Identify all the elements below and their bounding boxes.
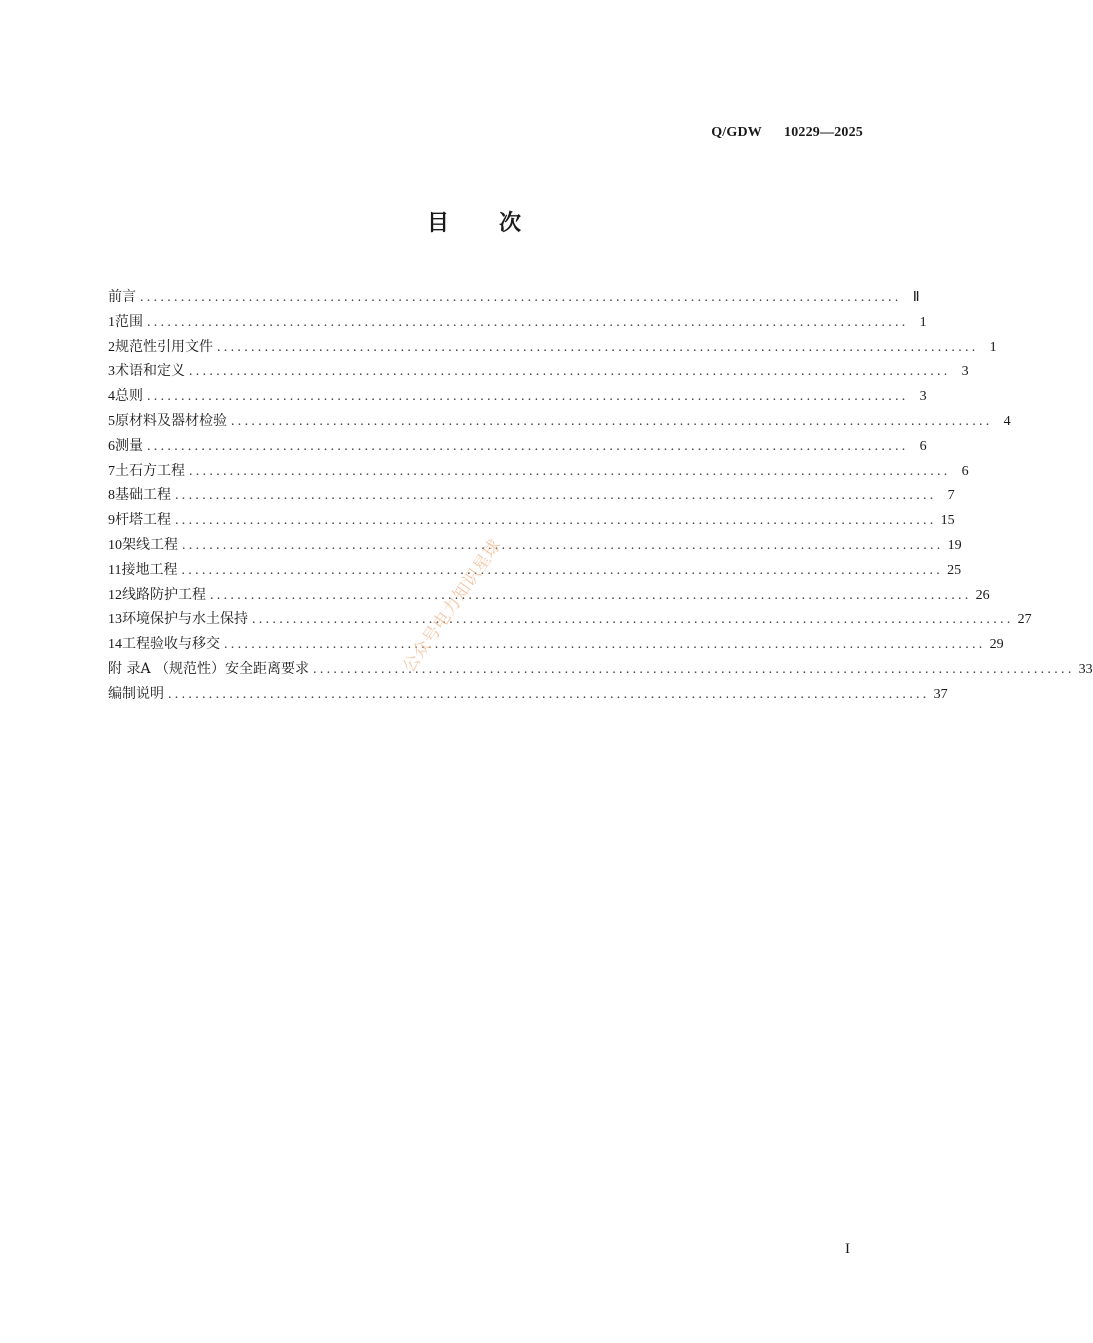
page-number: I xyxy=(845,1241,850,1257)
toc-leader: ................................................................................................................ xyxy=(147,314,909,330)
toc-label: 范围 xyxy=(115,313,143,330)
toc-number: 1 xyxy=(108,314,115,330)
toc-label: 测量 xyxy=(115,437,143,454)
document-code xyxy=(711,125,863,141)
toc-entry-6[interactable] xyxy=(108,434,927,459)
toc-page: 6 xyxy=(961,463,969,479)
toc-number: 4 xyxy=(108,389,115,405)
toc-leader: ................................................................................................................ xyxy=(181,562,944,578)
toc-page: 1 xyxy=(919,314,927,330)
watermark: 公众号电力知识星球 xyxy=(399,535,506,677)
toc-page: 33 xyxy=(1078,661,1093,677)
toc-label: 架线工程 xyxy=(122,536,178,553)
toc-label: 线路防护工程 xyxy=(122,586,206,603)
toc-number: 10 xyxy=(108,537,122,553)
toc-page: 4 xyxy=(1003,413,1011,429)
toc-label: 术语和定义 xyxy=(115,363,185,380)
toc-number: 13 xyxy=(108,612,122,628)
toc-label: 土石方工程 xyxy=(115,462,185,479)
toc-leader: ................................................................................................................ xyxy=(175,488,937,504)
toc-page: 3 xyxy=(961,364,969,380)
toc-leader: ................................................................................................................ xyxy=(313,661,1075,677)
toc-page: 15 xyxy=(940,513,955,529)
toc-page: 7 xyxy=(947,488,955,504)
toc-label: 杆塔工程 xyxy=(115,512,171,529)
toc-leader: ................................................................................................................ xyxy=(147,438,909,454)
toc-label: 环境保护与水土保持 xyxy=(122,611,248,628)
toc-number: 2 xyxy=(108,339,115,355)
toc-entry-4[interactable] xyxy=(108,384,927,409)
toc-number: 7 xyxy=(108,463,115,479)
toc-page: 25 xyxy=(947,562,962,578)
title-char-1: 目 xyxy=(426,210,451,236)
toc-label: 前言 xyxy=(108,289,136,305)
toc-number: 14 xyxy=(108,637,122,653)
toc-page: Ⅱ xyxy=(912,290,920,305)
toc-entry-1[interactable] xyxy=(108,310,927,335)
page-title xyxy=(0,206,950,237)
toc-number: 9 xyxy=(108,513,115,529)
toc-number: 8 xyxy=(108,488,115,504)
toc-entry-explanation[interactable] xyxy=(108,682,948,707)
toc-leader: ................................................................................................................ xyxy=(175,513,937,529)
toc-label: 附 录A （规范性）安全距离要求 xyxy=(108,660,310,677)
toc-leader: ................................................................................................................ xyxy=(168,686,930,702)
table-of-contents xyxy=(108,285,1093,707)
toc-leader: ................................................................................................................ xyxy=(147,389,909,405)
standard-prefix: Q/GDW xyxy=(711,125,762,140)
toc-entry-3[interactable] xyxy=(108,359,969,384)
toc-label: 工程验收与移交 xyxy=(122,636,220,653)
standard-number: 10229—2025 xyxy=(784,125,863,140)
toc-label: 规范性引用文件 xyxy=(115,338,213,355)
toc-number: 5 xyxy=(108,413,115,429)
toc-page: 3 xyxy=(919,389,927,405)
toc-label: 编制说明 xyxy=(108,685,164,702)
toc-entry-14[interactable] xyxy=(108,632,1004,657)
toc-leader: ................................................................................................................ xyxy=(217,339,979,355)
toc-entry-13[interactable] xyxy=(108,607,1032,632)
toc-leader: ................................................................................................................ xyxy=(231,413,993,429)
toc-number: 11 xyxy=(108,562,122,578)
title-char-2: 次 xyxy=(499,210,524,236)
toc-page: 6 xyxy=(919,438,927,454)
toc-leader: ................................................................................................................ xyxy=(210,587,972,603)
toc-page: 1 xyxy=(989,339,997,355)
toc-leader: ................................................................................................................ xyxy=(189,463,951,479)
toc-label: 基础工程 xyxy=(115,487,171,504)
toc-label: 接地工程 xyxy=(121,561,178,578)
toc-entry-2[interactable] xyxy=(108,335,997,360)
toc-entry-7[interactable] xyxy=(108,459,969,484)
toc-page: 19 xyxy=(947,537,962,553)
toc-entry-foreword[interactable] xyxy=(108,285,920,310)
toc-number: 6 xyxy=(108,438,115,454)
toc-leader: ................................................................................................................ xyxy=(224,637,986,653)
toc-leader: ................................................................................................................ xyxy=(140,290,902,305)
toc-page: 27 xyxy=(1017,612,1032,628)
toc-page: 37 xyxy=(933,686,948,702)
toc-entry-appendix-a[interactable] xyxy=(108,657,1093,682)
toc-leader: ................................................................................................................ xyxy=(252,612,1014,628)
toc-page: 26 xyxy=(975,587,990,603)
toc-leader: ................................................................................................................ xyxy=(189,364,951,380)
toc-label: 总则 xyxy=(115,388,143,405)
toc-number: 3 xyxy=(108,364,115,380)
toc-entry-5[interactable] xyxy=(108,409,1011,434)
toc-page: 29 xyxy=(989,637,1004,653)
toc-label: 原材料及器材检验 xyxy=(115,412,227,429)
toc-entry-9[interactable] xyxy=(108,508,955,533)
toc-number: 12 xyxy=(108,587,122,603)
toc-entry-12[interactable] xyxy=(108,583,990,608)
toc-entry-8[interactable] xyxy=(108,483,955,508)
toc-leader: ................................................................................................................ xyxy=(182,537,944,553)
